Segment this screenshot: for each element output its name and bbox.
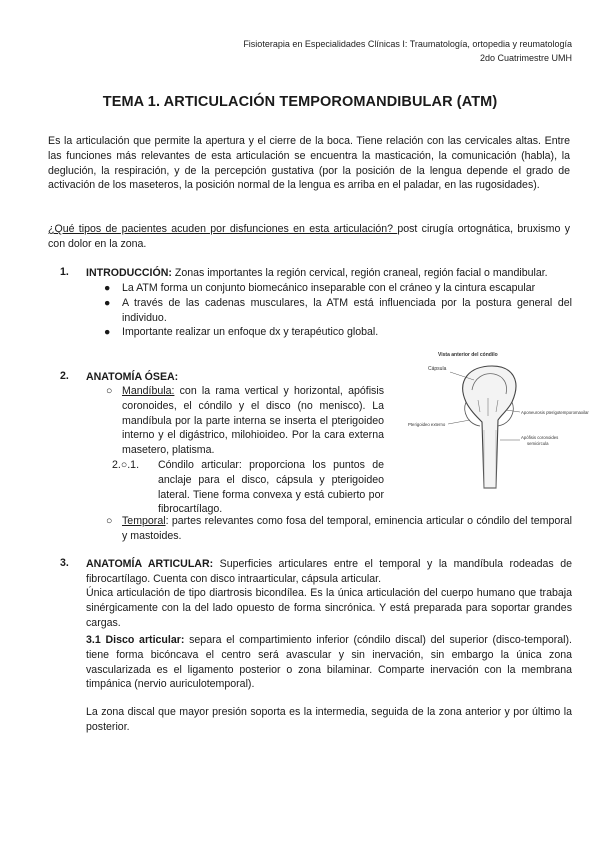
label-apofisis: Apófisis coronoides xyxy=(521,435,559,440)
header-term: 2do Cuatrimestre UMH xyxy=(479,53,572,63)
condyle-shape xyxy=(463,366,516,488)
list-item xyxy=(104,281,572,296)
section-3-paragraph: Única articulación de tipo diartrosis bicondílea. Es la única articulación del cuerpo humano que trabaja sinérgicamente con la del lado opuesto de forma sincrónica. Y está preparada para soportar grandes cargas. xyxy=(86,587,572,629)
section-3-text: Superficies articulares entre el temporal y la mandíbula rodeadas de fibrocartílago. Cuenta con disco intraarticular, cápsula articular. xyxy=(86,558,572,585)
section-2-number: 2. xyxy=(60,370,69,382)
mandibula-label: Mandíbula: xyxy=(122,385,175,397)
label-capsula: Cápsula xyxy=(428,366,447,372)
section-3-number: 3. xyxy=(60,557,69,569)
list-item xyxy=(104,325,384,340)
section-1-label: INTRODUCCIÓN: xyxy=(86,267,172,279)
sub-item-number: 2.○.1. xyxy=(112,459,140,471)
section-1-number: 1. xyxy=(60,266,69,278)
label-apofisis-2: semicircula xyxy=(527,441,549,446)
bullet-dot-icon: ● xyxy=(104,282,111,294)
temporal-label: Temporal xyxy=(122,515,166,527)
subsection-3-1-number: 3.1 xyxy=(86,634,101,646)
subsection-3-1-label: Disco articular: xyxy=(105,634,185,646)
bullet-text: Importante realizar un enfoque dx y terapéutico global. xyxy=(122,326,379,338)
bullet-dot-icon: ● xyxy=(104,326,111,338)
label-aponeurosis: Aponeurosis pterigotemporomaxilar xyxy=(521,410,589,415)
section-3-closing-paragraph: La zona discal que mayor presión soporta es la intermedia, seguida de la zona anterior y por último la posterior. xyxy=(86,706,572,733)
figure-caption: Vista anterior del cóndilo xyxy=(438,352,498,358)
list-item xyxy=(106,514,572,544)
intro-question-paragraph xyxy=(48,222,570,252)
intro-paragraph: Es la articulación que permite la apertura y el cierre de la boca. Tiene relación con las cervicales altas. Entre las funciones más relevantes de esta articulación se encuentra la masticación, la comunicación (habla), la deglución, la respiración, y de la percepción gustativa (por la posición de la lengua depende el grado de activación de los maseteros, la posición normal de la lengua es arriba en el paladar, en las rugosidades). xyxy=(48,135,570,192)
section-2-label: ANATOMÍA ÓSEA: xyxy=(86,371,179,383)
condyle-illustration xyxy=(408,350,589,490)
list-item xyxy=(106,384,384,458)
bullet-circle-icon: ○ xyxy=(106,515,113,527)
list-item xyxy=(104,296,572,326)
bullet-text: A través de las cadenas musculares, la ATM está influenciada por la postura general del individuo. xyxy=(122,297,572,324)
page-header xyxy=(243,37,572,65)
page-title: TEMA 1. ARTICULACIÓN TEMPOROMANDIBULAR (ATM) xyxy=(102,94,498,110)
temporal-text: : partes relevantes como fosa del temporal, eminencia articular o cóndilo del temporal y mastoides. xyxy=(122,515,572,542)
bullet-text: La ATM forma un conjunto biomecánico inseparable con el cráneo y la cintura escapular xyxy=(122,282,536,294)
subsection-3-1-text: separa el compartimiento inferior (cóndilo discal) del superior (disco-temporal). tiene forma bicóncava el centro será avascular y sin inervación, sin embargo la única zona vascularizada es el ligamento posterior o zona bilaminar. Comparte inervación con la membrana timpánica (nervio auriculotemporal). xyxy=(86,634,572,691)
section-1-text: Zonas importantes la región cervical, región craneal, región facial o mandibular. xyxy=(171,267,548,279)
condilo-paragraph: Cóndilo articular: proporciona los puntos de anclaje para el disco, cápsula y pterigoideo lateral. Tiene forma convexa y está cubierto por fibrocartílago. xyxy=(158,459,384,516)
bullet-circle-icon: ○ xyxy=(106,385,113,397)
intro-answer: post cirugía ortognática, bruxismo y con dolor en la zona. xyxy=(48,223,570,250)
section-3-intro xyxy=(86,557,572,587)
condyle-figure xyxy=(408,350,589,490)
mandibula-text: con la rama vertical y horizontal, apófisis coronoides, el cóndilo y el disco (no menisco). La mandíbula por la parte interna se inserta el pterigoideo interno y el digástrico, milohioideo. Por la cara externa masetero, platisma. xyxy=(122,385,384,457)
section-1-heading xyxy=(86,266,572,281)
header-course: Fisioterapia en Especialidades Clínicas I: Traumatología, ortopedia y reumatología xyxy=(243,39,572,49)
label-pterigoideo: Pterigoideo externo xyxy=(408,422,446,427)
subsection-3-1 xyxy=(86,633,572,692)
bullet-dot-icon: ● xyxy=(104,297,111,309)
intro-question: ¿Qué tipos de pacientes acuden por disfunciones en esta articulación? xyxy=(48,223,398,235)
section-3-label: ANATOMÍA ARTICULAR: xyxy=(86,558,214,570)
